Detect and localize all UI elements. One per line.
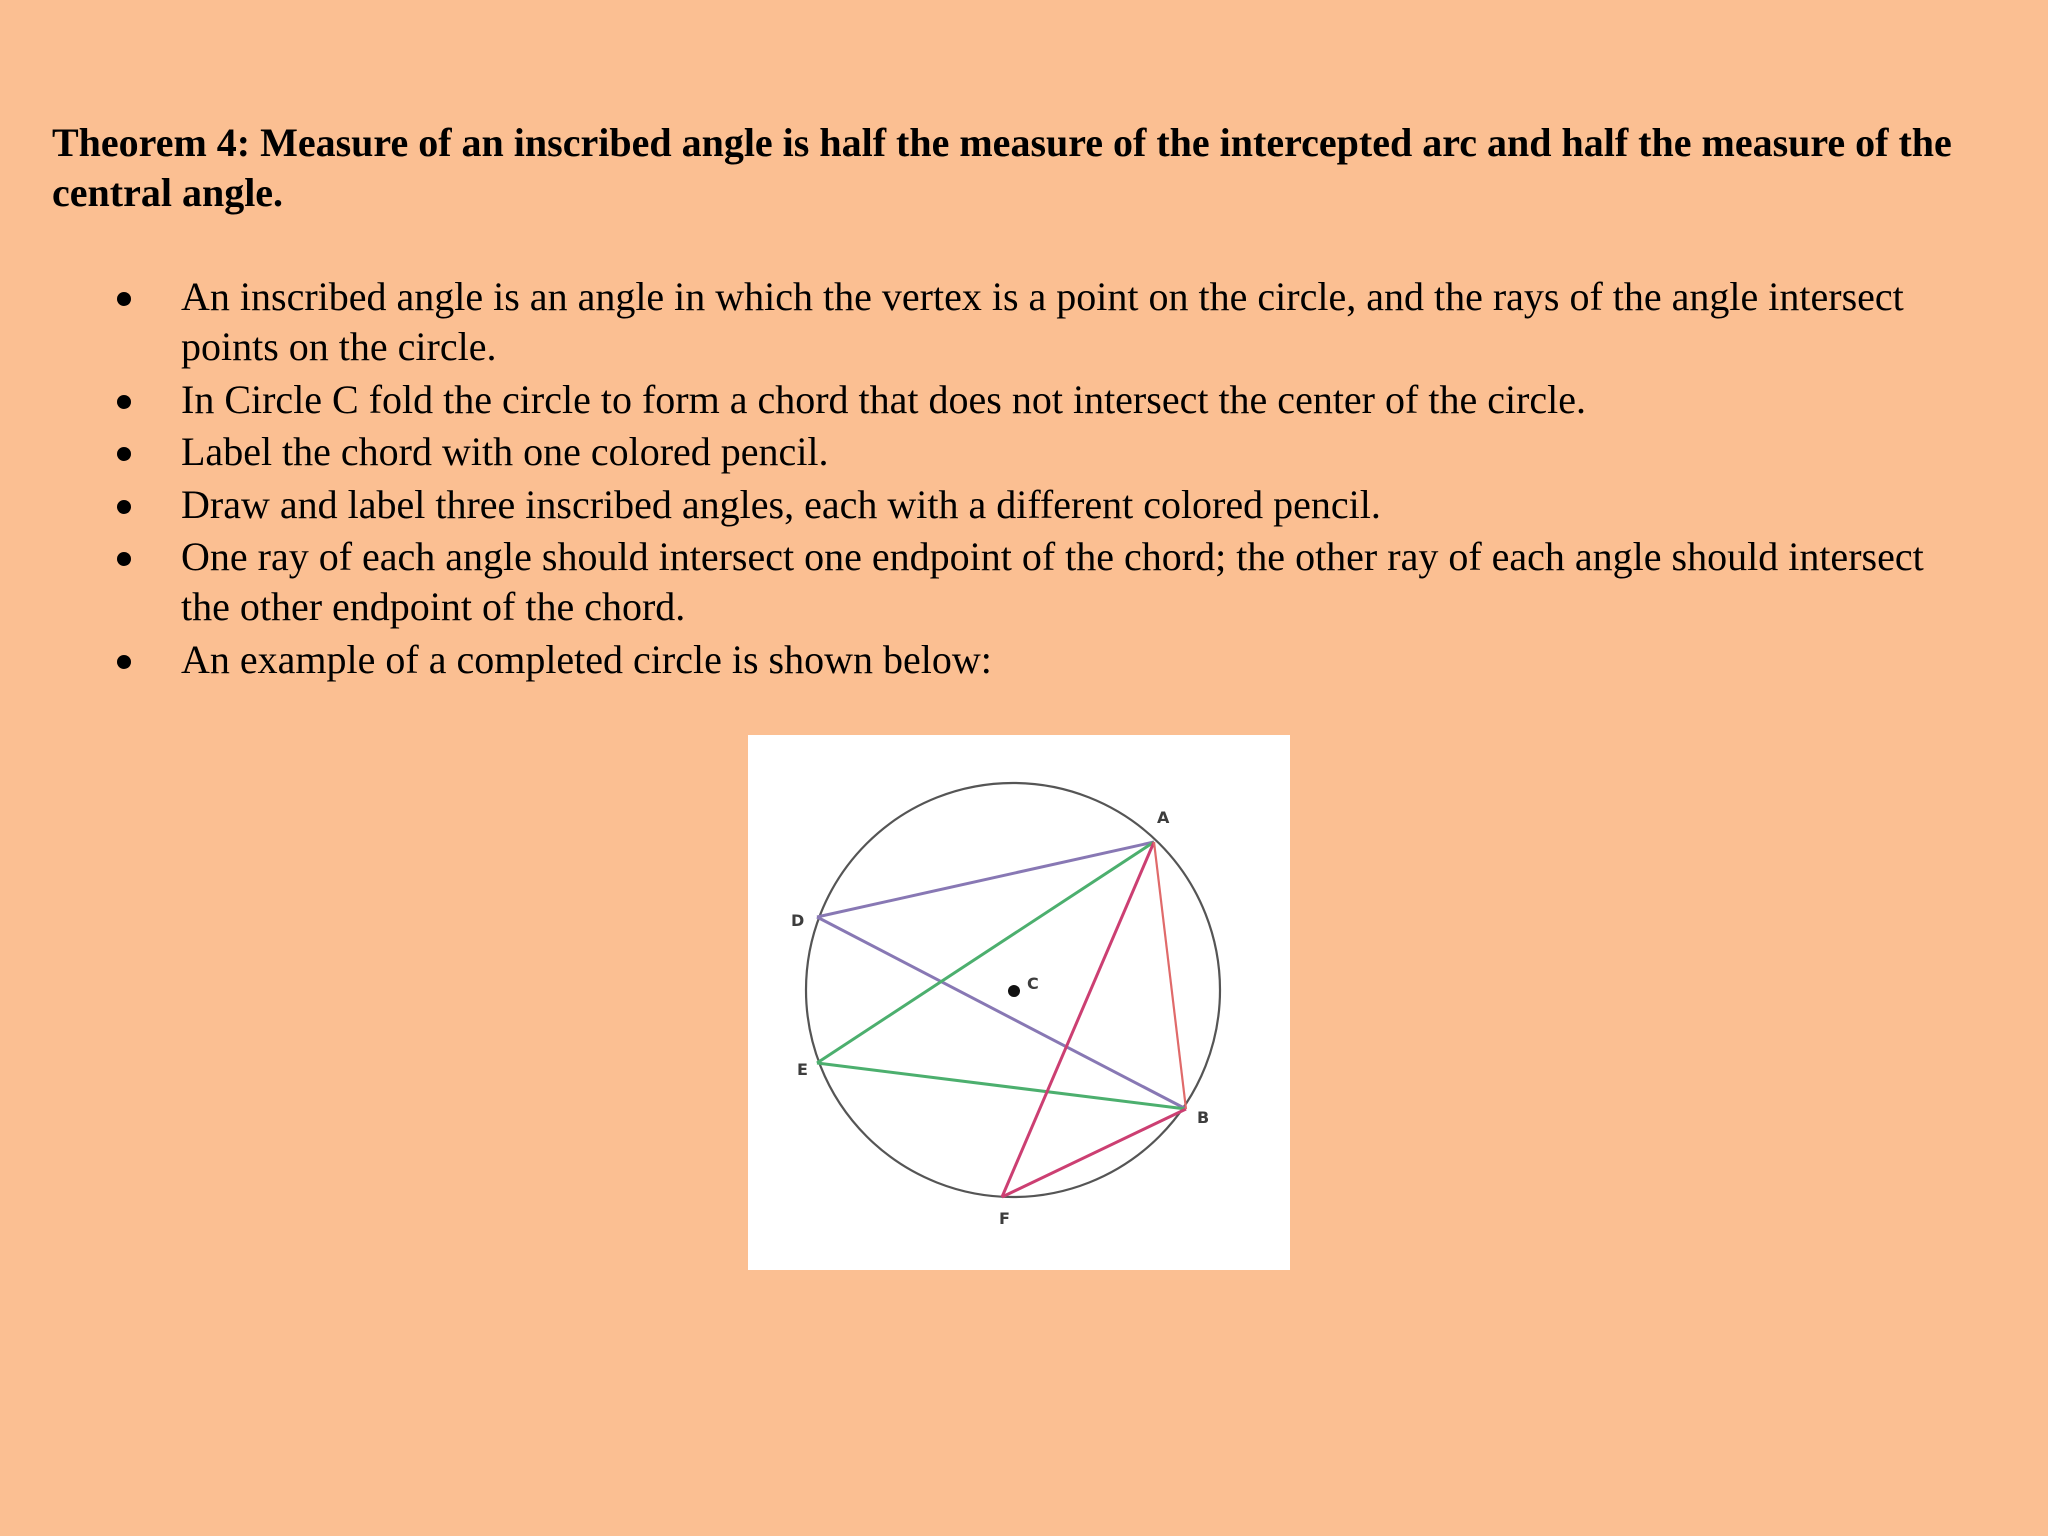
point-label-e: E (797, 1060, 808, 1079)
ray-d-to-b (817, 917, 1186, 1109)
list-item (0, 427, 1941, 477)
chord-ab (1154, 842, 1186, 1109)
inscribed-angle-figure (748, 735, 1290, 1270)
bullet-list (0, 272, 2048, 687)
bullet-text: Label the chord with one colored pencil. (181, 429, 829, 474)
ray-d-to-a (817, 842, 1154, 917)
bullet-text: Draw and label three inscribed angles, each with a different colored pencil. (181, 481, 1381, 527)
bullet-text: One ray of each angle should intersect one endpoint of the chord; the other ray of each angle should intersect the other endpoint of the chord. (181, 534, 1924, 629)
circle-diagram (748, 735, 1290, 1270)
bullet-icon (117, 500, 131, 514)
point-label-a: A (1157, 808, 1170, 827)
bullet-icon (117, 292, 131, 306)
slide-title: Theorem 4: Measure of an inscribed angle is half the measure of the intercepted arc and half the measure of the central angle. (52, 120, 1952, 215)
ray-e-to-b (817, 1063, 1186, 1109)
list-item (0, 272, 1941, 372)
ray-f-to-b (1002, 1109, 1186, 1197)
center-point (1008, 985, 1020, 997)
bullet-icon (117, 655, 131, 669)
bullet-text: In Circle C fold the circle to form a chord that does not intersect the center of the circle. (181, 376, 1586, 422)
ray-e-to-a (817, 842, 1154, 1063)
point-label-b: B (1197, 1108, 1210, 1127)
list-item (0, 375, 1941, 425)
list-item (0, 480, 1941, 530)
list-item (0, 532, 1941, 632)
bullet-icon (117, 447, 131, 461)
bullet-text: An example of a completed circle is shown below: (181, 636, 992, 682)
point-label-c: C (1027, 974, 1039, 993)
point-label-d: D (791, 911, 805, 930)
list-item (0, 635, 1941, 685)
bullet-text: An inscribed angle is an angle in which the vertex is a point on the circle, and the rays of the angle intersect points on the circle. (181, 274, 1904, 369)
bullet-icon (117, 552, 131, 566)
point-label-f: F (999, 1209, 1010, 1228)
bullet-icon (117, 395, 131, 409)
ray-f-to-a (1002, 842, 1154, 1197)
